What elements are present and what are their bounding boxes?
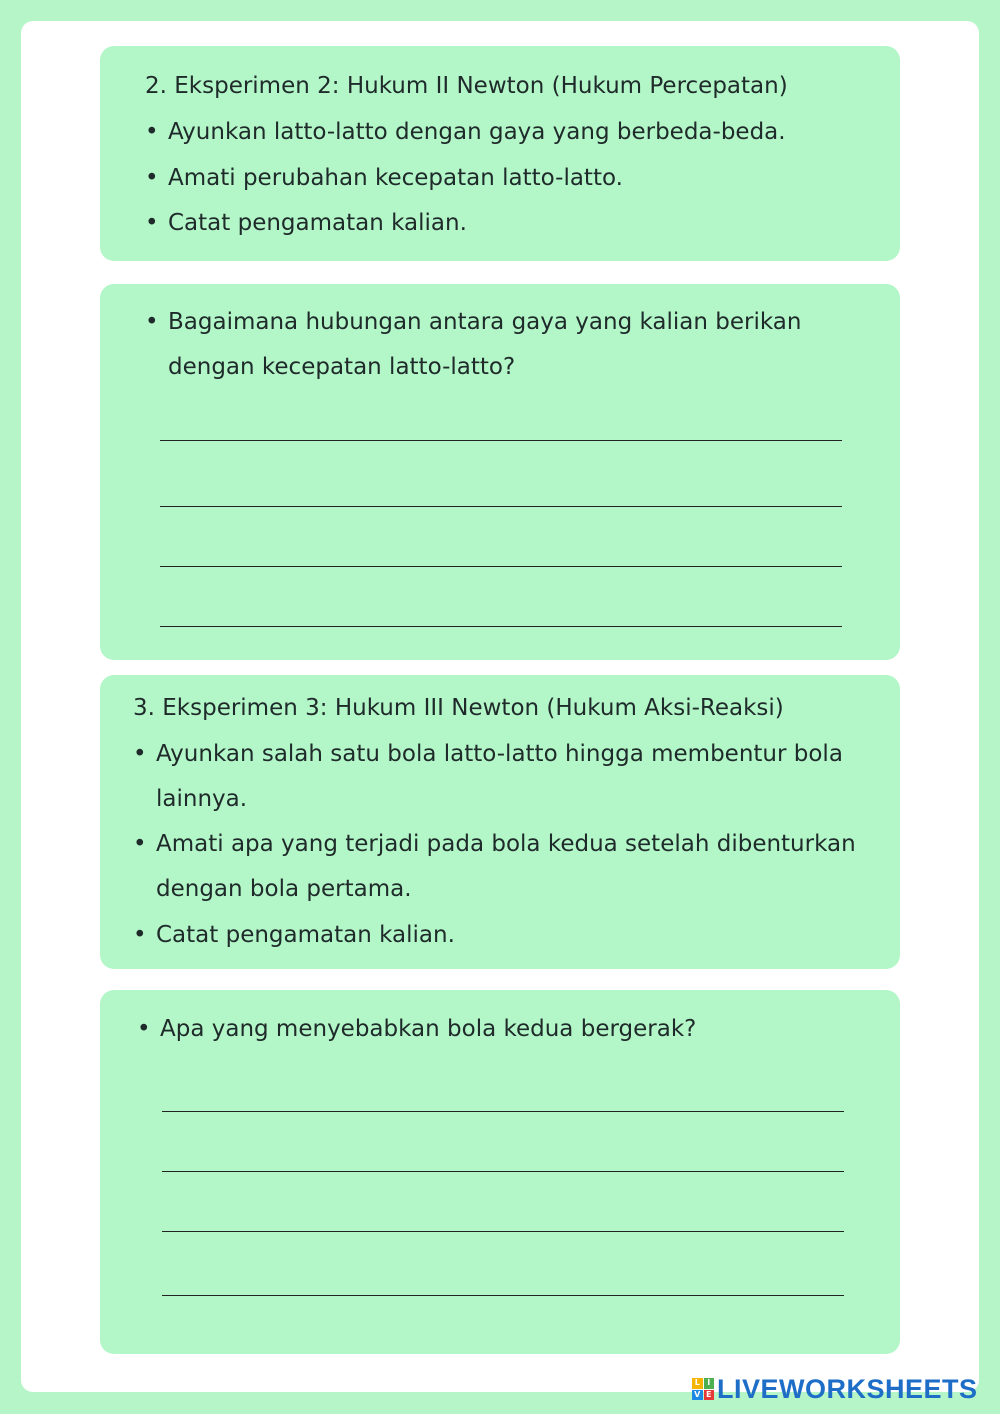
logo-icon-cell: V (692, 1390, 703, 1401)
logo-icon-cell: I (704, 1378, 715, 1389)
question-2-card (100, 990, 900, 1354)
experiment-2-step-3: Catat pengamatan kalian. (168, 210, 467, 236)
answer-line[interactable] (162, 1171, 844, 1172)
bullet: • (133, 922, 147, 948)
question-1-line-1: Bagaimana hubungan antara gaya yang kalian berikan (168, 309, 802, 335)
experiment-3-step-1-line-1: Ayunkan salah satu bola latto-latto hingga membentur bola (156, 741, 843, 767)
answer-line[interactable] (160, 626, 842, 627)
logo-icon-cell: L (692, 1378, 703, 1389)
bullet: • (145, 119, 159, 145)
answer-line[interactable] (160, 440, 842, 441)
bullet: • (133, 831, 147, 857)
answer-line[interactable] (162, 1295, 844, 1296)
liveworksheets-logo-text: LIVEWORKSHEETS (717, 1373, 978, 1404)
logo-icon-cell: E (704, 1390, 715, 1401)
experiment-2-card (100, 46, 900, 261)
experiment-3-step-2-line-2: dengan bola pertama. (156, 876, 412, 902)
bullet: • (145, 210, 159, 236)
experiment-3-step-2-line-1: Amati apa yang terjadi pada bola kedua setelah dibenturkan (156, 831, 856, 857)
experiment-2-step-2: Amati perubahan kecepatan latto-latto. (168, 165, 623, 191)
bullet: • (145, 309, 159, 335)
bullet: • (145, 165, 159, 191)
answer-line[interactable] (162, 1111, 844, 1112)
bullet: • (133, 741, 147, 767)
experiment-3-step-3: Catat pengamatan kalian. (156, 922, 455, 948)
question-2-text: Apa yang menyebabkan bola kedua bergerak? (160, 1016, 697, 1042)
experiment-3-heading: 3. Eksperimen 3: Hukum III Newton (Hukum Aksi-Reaksi) (133, 695, 784, 721)
experiment-2-heading: 2. Eksperimen 2: Hukum II Newton (Hukum Percepatan) (145, 73, 788, 99)
question-1-card (100, 284, 900, 660)
experiment-3-step-1-line-2: lainnya. (156, 786, 248, 812)
liveworksheets-logo-icon (692, 1378, 714, 1400)
bullet: • (137, 1016, 151, 1042)
question-1-line-2: dengan kecepatan latto-latto? (168, 354, 516, 380)
answer-line[interactable] (162, 1231, 844, 1232)
answer-line[interactable] (160, 566, 842, 567)
experiment-3-card (100, 675, 900, 969)
experiment-2-step-1: Ayunkan latto-latto dengan gaya yang berbeda-beda. (168, 119, 786, 145)
answer-line[interactable] (160, 506, 842, 507)
liveworksheets-logo[interactable] (692, 1374, 978, 1404)
